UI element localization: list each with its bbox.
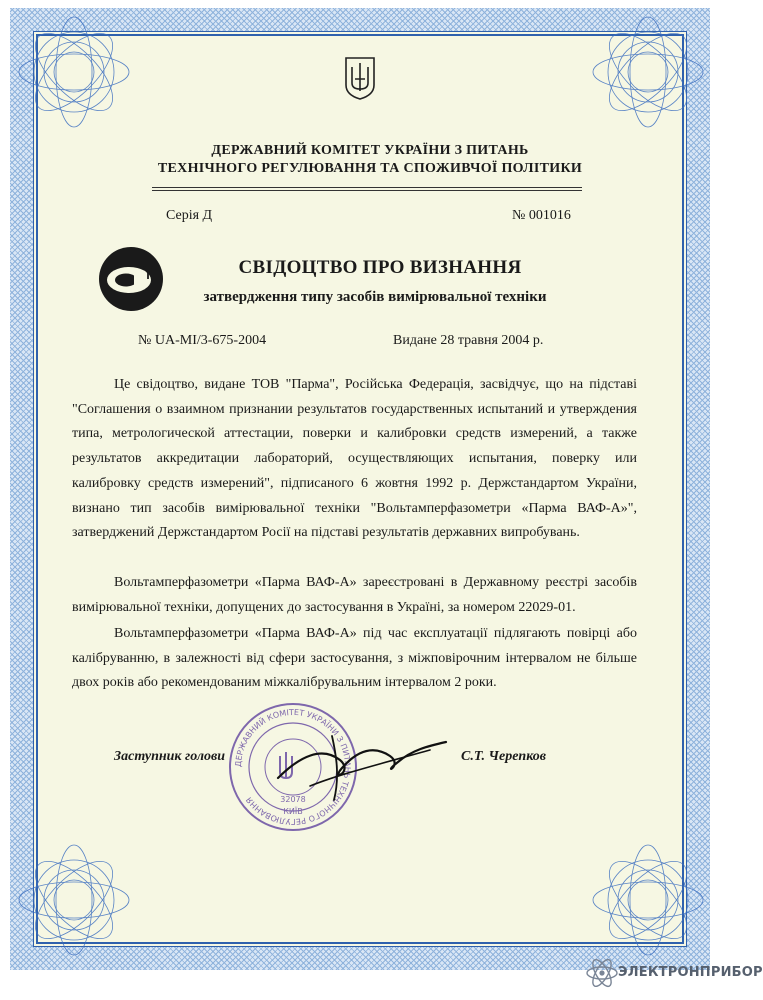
certification-mark-logo bbox=[96, 244, 166, 314]
rosette-ornament-icon bbox=[14, 12, 134, 132]
committee-name-line2: ТЕХНІЧНОГО РЕГУЛЮВАННЯ ТА СПОЖИВЧОЇ ПОЛІТИКИ bbox=[157, 161, 583, 176]
series-label: Серія Д bbox=[166, 208, 213, 223]
body-paragraph-3: Вольтамперфазометри «Парма ВАФ-А» під час експлуатації підлягають повірці або калібруванню, в залежності від сфери застосування, з міжповірочним інтервалом не більше двох років або рекомендованим міжкалібрувальним інтервалом 2 роки. bbox=[72, 626, 637, 691]
watermark bbox=[584, 955, 763, 991]
signatory-position: Заступник голови bbox=[114, 749, 226, 764]
issue-date: Видане 28 травня 2004 р. bbox=[393, 333, 544, 348]
stamp-city: КИЇВ bbox=[283, 807, 303, 816]
header-divider bbox=[152, 190, 582, 191]
rosette-ornament-icon bbox=[588, 12, 708, 132]
rosette-ornament-icon bbox=[588, 840, 708, 960]
trident-emblem-icon bbox=[343, 55, 377, 101]
signatory-name: С.Т. Черепков bbox=[461, 749, 547, 764]
body-paragraph-1: Це свідоцтво, видане ТОВ "Парма", Російська Федерація, засвідчує, що на підставі "Соглашения о взаимном признании результатов государственных испытаний и утверждения типа, метрологической аттестации, поверки и калибровки средств измерений, а также результатов аккредитации лабораторий, осуществляющих испытания, поверку или калибровку средств измерений", підписаного 6 жовтня 1992 р. Держстандартом України, визнано тип засобів вимірювальної техніки "Вольтамперфазометри «Парма ВАФ-А»", затверджений Держстандартом Росії на підставі результатів державних випробувань. bbox=[72, 377, 637, 541]
stamp-text: ДЕРЖАВНИЙ КОМІТЕТ УКРАЇНИ З ПИТАНЬ ТЕХНІЧНОГО РЕГУЛЮВАННЯ bbox=[233, 707, 353, 827]
registration-number: № UA-MI/3-675-2004 bbox=[138, 333, 267, 348]
handwritten-signature bbox=[270, 716, 460, 806]
header-divider bbox=[152, 187, 582, 188]
stamp-code: 32078 bbox=[280, 795, 306, 804]
watermark-text: ЭЛЕКТРОНПРИБОР bbox=[618, 965, 763, 980]
rosette-ornament-icon bbox=[14, 840, 134, 960]
committee-name-line1: ДЕРЖАВНИЙ КОМІТЕТ УКРАЇНИ З ПИТАНЬ bbox=[211, 143, 529, 158]
atom-logo-icon bbox=[584, 955, 620, 991]
certificate-title: СВІДОЦТВО ПРО ВИЗНАННЯ bbox=[238, 257, 522, 278]
certificate-number: № 001016 bbox=[512, 208, 571, 223]
certificate-subtitle: затвердження типу засобів вимірювальної техніки bbox=[203, 289, 547, 305]
body-paragraph-2: Вольтамперфазометри «Парма ВАФ-А» зареєстровані в Державному реєстрі засобів вимірювальної техніки, допущених до застосування в Україні, за номером 22029-01. bbox=[72, 575, 637, 615]
